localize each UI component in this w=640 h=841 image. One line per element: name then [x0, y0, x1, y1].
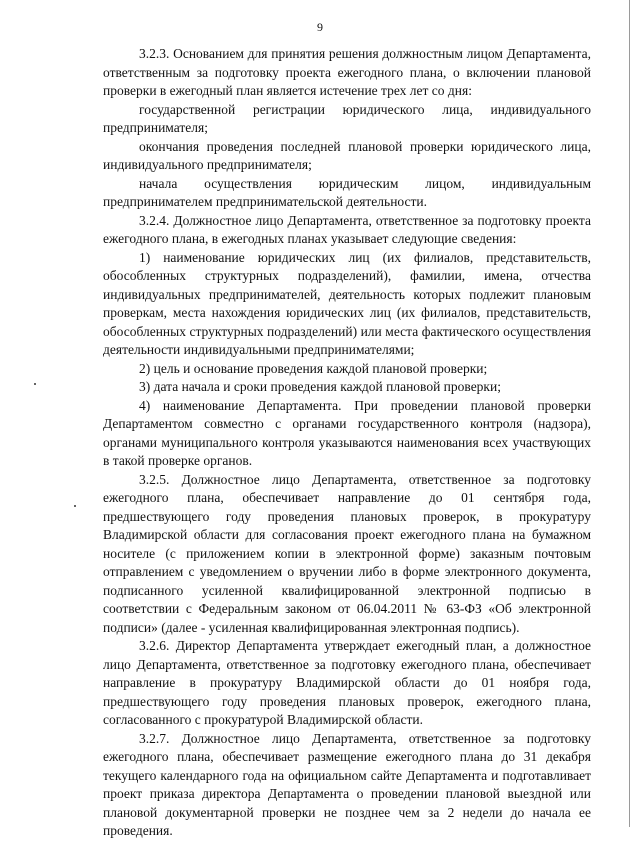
scan-edge-line	[629, 0, 630, 827]
list-item-state-registration: государственной регистрации юридического лица, индивидуального предпринимателя;	[103, 101, 591, 135]
page-number: 9	[317, 20, 323, 34]
list-item-1-names: 1) наименование юридических лиц (их филиалов, представительств, обособленных структурных подразделений), фамилии, имена, отчества индивидуальных предпринимателей, деятельность которых подлежит плановым проверкам, места нахождения юридических лиц (их филиалов, представительств, обособленных структурных подразделений) или места фактического осуществления деятельности индивидуальными предпринимателями;	[103, 249, 591, 357]
list-item-3-dates: 3) дата начала и сроки проведения каждой плановой проверки;	[139, 379, 501, 394]
list-item-last-inspection: окончания проведения последней плановой проверки юридического лица, индивидуального предпринимателя;	[103, 138, 591, 172]
paragraph-3-2-5: 3.2.5. Должностное лицо Департамента, ответственное за подготовку ежегодного плана, обеспечивает направление до 01 сентября года, предшествующего году проведения плановых проверок, в прокуратуру Владимирской области для согласования проект ежегодного плана на бумажном носителе (с приложением копии в электронной форме) заказным почтовым отправлением с уведомлением о вручении либо в форме электронного документа, подписанного усиленной квалифицированной электронной подписью в соответствии с Федеральным законом от 06.04.2011 № 63-ФЗ «Об электронной подписи» (далее - усиленная квалифицированная электронная подпись).	[103, 471, 591, 635]
paragraph-3-2-6: 3.2.6. Директор Департамента утверждает ежегодный план, а должностное лицо Департамента, ответственное за подготовку ежегодного плана, обеспечивает направление в прокуратуру Владимирской области до 01 ноября года, предшествующего году проведения плановых проверок, ежегодного плана, согласованного с прокуратурой Владимирской области.	[103, 638, 591, 727]
list-item-2-purpose: 2) цель и основание проведения каждой плановой проверки;	[139, 360, 488, 376]
document-body	[103, 45, 591, 841]
scan-speck	[74, 505, 76, 507]
list-item-4-department: 4) наименование Департамента. При проведении плановой проверки Департаментом совместно с органами государственного контроля (надзора), органами муниципального контроля указываются наименования всех участвующих в такой проверке органов.	[103, 397, 591, 468]
paragraph-3-2-7: 3.2.7. Должностное лицо Департамента, ответственное за подготовку ежегодного плана, обеспечивает размещение ежегодного плана до 31 декабря текущего календарного года на официальном сайте Департамента и подготавливает проект приказа директора Департамента о проведении плановой выездной или плановой документарной проверки не позднее чем за 2 недели до начала ее проведения.	[103, 730, 591, 838]
scan-speck	[34, 383, 36, 385]
paragraph-3-2-3: 3.2.3. Основанием для принятия решения должностным лицом Департамента, ответственным за подготовку проекта ежегодного плана, о включении плановой проверки в ежегодный план является истечение трех лет со дня:	[103, 46, 591, 98]
list-item-business-start: начала осуществления юридическим лицом, индивидуальным предпринимателем предпринимательской деятельности.	[103, 175, 591, 209]
paragraph-3-2-4: 3.2.4. Должностное лицо Департамента, ответственное за подготовку проекта ежегодного плана, в ежегодных планах указывает следующие сведения:	[103, 212, 591, 246]
